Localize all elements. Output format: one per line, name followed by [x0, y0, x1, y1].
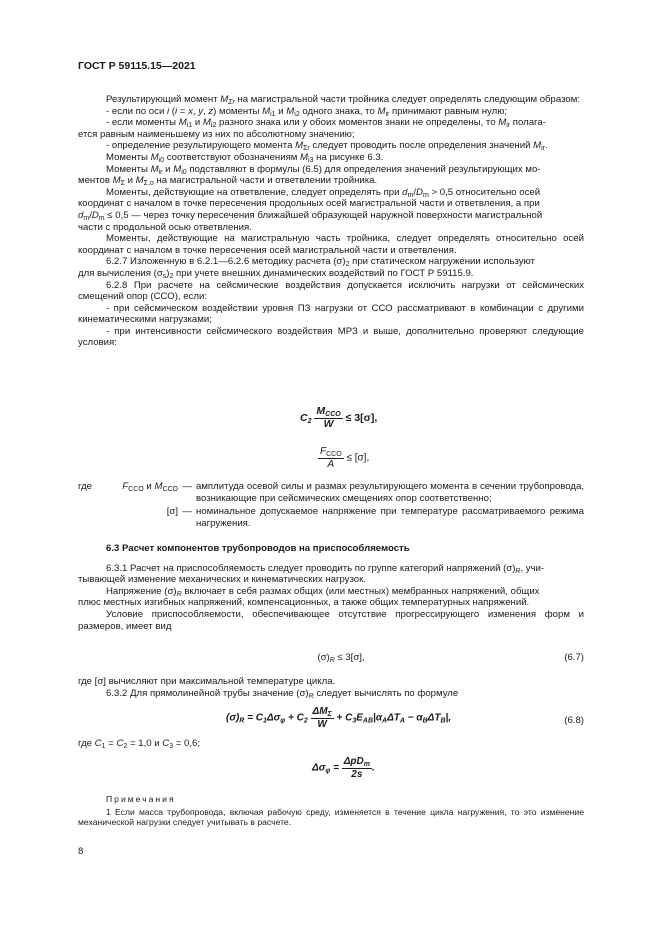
paragraph-branch-moments-4: части с продольной осью ответвления.: [78, 221, 252, 233]
bullet-pz-level: - при сейсмическом воздействии уровня ПЗ нагрузки от ССО рассматривают в комбинации с другими кинематическими нагрузками;: [78, 302, 584, 326]
equation-6-8: $(\sigma)_R = C_1\Delta\sigma_\varphi + C_2$ $\frac{\Delta M_\Sigma}{W}$ + $C_3E_{AB}|\alpha_A\Delta T_A - \alpha_B\Delta T_B|$, (6.8): [226, 706, 584, 730]
definitions-list: [78, 481, 584, 529]
bullet-different-sign: - если моменты $M_{i1}$ и $M_{i2}$ разного знака или у обоих моментов знаки не определены, то $M_{ir}$ полага-: [106, 117, 546, 130]
paragraph-moments-substitute-cont: ментов $M_\Sigma$ и $M_{\Sigma,o}$ на магистральной части и ответвлении тройника.: [78, 175, 378, 188]
paragraph-result-moment: Результирующий момент $M_{\Sigma r}$ на магистральной части тройника следует определять следующим образом:: [106, 94, 580, 106]
paragraph-main-moments: Моменты, действующие на магистральную часть тройника, следует определять относительно осей координат с началом в точке пересечения осей магистральной части и ответвления.: [78, 233, 584, 256]
bullet-determination: - определение результирующего момента $M_{\Sigma r}$ следует проводить после определения значений $M_{ir}$.: [106, 140, 548, 153]
paragraph-stress-r: Напряжение $(\sigma)_R$ включает в себя размах общих (или местных) мембранных напряжений, общих: [106, 585, 540, 598]
paragraph-moments-substitute: Моменты $M_{ir}$ и $M_{i0}$ подставляют в формулы (6.5) для определения значений результирующих мо-: [106, 163, 541, 176]
note-1: 1 Если масса трубопровода, включая рабочую среду, изменяется в течение цикла нагружения, то это изменение механической нагрузки следует учитывать в расчете.: [78, 806, 584, 828]
formula-hoop-stress: $\Delta\sigma_\varphi$ = $\frac{\Delta pD_m}{2s}$ .: [312, 756, 375, 780]
bullet-mrz-level: - при интенсивности сейсмического воздействия МРЗ и выше, дополнительно проверяют следующие условия:: [78, 325, 584, 349]
text-block-intro: [78, 94, 584, 349]
paragraph-6-2-7: 6.2.7 Изложенную в 6.2.1—6.2.6 методику расчета $(\sigma)_2$ при статическом нагружении используют: [106, 256, 535, 269]
paragraph-branch-moments: Моменты, действующие на ответвление, следует определять при $d_m/D_m > 0,5$ относительно осей: [106, 186, 541, 199]
paragraph-branch-moments-2: координат с началом в точке пересечения продольных осей магистральной части и ответвления, а при: [78, 198, 540, 210]
bullet-same-sign: - если по оси i (i = x, y, z) моменты $M_{i1}$ и $M_{i2}$ одного знака, то $M_{ir}$ принимают равным нулю;: [106, 105, 508, 118]
paragraph-max-temp: где [σ] вычисляют при максимальной температуре цикла.: [78, 676, 336, 687]
notes-title: Примечания: [106, 794, 176, 804]
formula-force-condition: $\frac{F_{CCO}}{A}$ ≤ [σ],: [320, 446, 370, 470]
paragraph-stress-r-cont: плюс местных изгибных напряжений, компенсационных, а также общих температурных напряжений.: [78, 597, 530, 609]
paragraph-6-2-7-cont: для вычисления $(\sigma_s)_2$ при учете внешних динамических воздействий по ГОСТ Р 59115.9.: [78, 267, 474, 280]
paragraph-6-3-1: 6.3.1 Расчет на приспособляемость следует проводить по группе категорий напряжений $(\sigma)_R$, учи-: [106, 562, 545, 575]
paragraph-6-3-1-cont: тывающей изменение механических и кинематических нагрузок.: [78, 574, 366, 586]
bullet-different-sign-cont: ется равным наименьшему из них по абсолютному значению;: [78, 128, 355, 140]
section-title: 6.3 Расчет компонентов трубопроводов на приспособляемость: [106, 543, 410, 554]
paragraph-moments-correspond: Моменты $M_{i0}$ соответствуют обозначениям $M_{i3}$ на рисунке 6.3.: [106, 151, 384, 164]
text-block-6-3-2: [78, 676, 584, 699]
paragraph-adaptability-condition: Условие приспособляемости, обеспечивающее отсутствие прогрессирующего изменения форм и размеров, имеет вид: [78, 608, 584, 632]
text-block-coefficients: [78, 738, 584, 750]
paragraph-coefficients: где $C_1 = C_2 = 1,0$ и $C_3 = 0,6$;: [78, 738, 201, 750]
page-number: 8: [78, 846, 84, 857]
equation-6-7: $(\sigma)_R \le 3[\sigma]$, (6.7): [317, 652, 584, 664]
formula-moment-condition: $C_2$ $\frac{M_{CCO}}{W}$ ≤ 3[σ],: [300, 405, 378, 430]
paragraph-6-2-8: 6.2.8 При расчете на сейсмические воздействия допускается исключить нагрузки от сейсмических смещений опор (ССО), если:: [78, 279, 584, 303]
paragraph-branch-moments-3: $d_m/D_m \le 0,5$ — через точку пересечения ближайшей образующей наружной поверхности магистральной: [78, 209, 543, 222]
notes-block: [78, 794, 584, 828]
definition-fcco-mcco: где $F_{CCO}$ и $M_{CCO}$ — амплитуда осевой силы и размах результирующего момента в сечении трубопровода, возникающие при сейсмических смещениях опор соответственно;: [78, 481, 584, 504]
definition-sigma: [σ] — номинальное допускаемое напряжение при температуре рассматриваемого режима нагружения.: [166, 506, 584, 529]
paragraph-6-3-2: 6.3.2 Для прямолинейной трубы значение $(\sigma)_R$ следует вычислять по формуле: [106, 687, 459, 700]
standard-header: ГОСТ Р 59115.15—2021: [78, 60, 196, 72]
section-6-3: [78, 543, 584, 632]
